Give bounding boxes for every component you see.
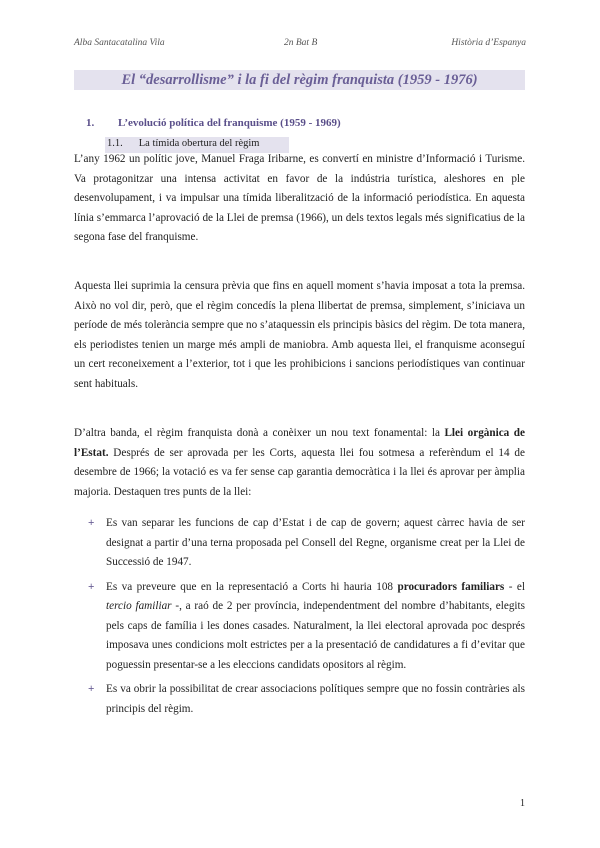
paragraph-3-text-a: D’altra banda, el règim franquista donà a conèixer un nou text fonamental: la (74, 427, 445, 439)
section-label: L’evolució política del franquisme (1959 - 1969) (118, 117, 341, 129)
header-author: Alba Santacatalina Vila (74, 38, 165, 48)
paragraph-3 (74, 424, 525, 502)
header-subject: Història d’Espanya (451, 38, 526, 48)
section-number: 1. (86, 117, 95, 129)
subsection-number: 1.1. (107, 138, 123, 149)
list-item-bold: procuradors familiars (397, 580, 505, 593)
paragraph-2: Aquesta llei suprimia la censura prèvia que fins en aquell moment s’havia imposat a tota la premsa. Això no vol dir, però, que el règim concedís la plena llibertat de premsa, simplement, s’iniciava un període de més tolerància sempre que no s’ataquessin els principis bàsics del règim. De tota manera, els periodistes tenien un marge més ampli de maniobra. Amb aquesta llei, el franquisme aconseguí un cert reconeixement a l’exterior, tot i que les prohibicions i sancions periodístiques van continuar sent habituals. (74, 280, 525, 390)
page-number: 1 (520, 798, 525, 809)
page-header (74, 38, 526, 52)
document-title: El “desarrollisme” i la fi del règim franquista (1959 - 1976) (121, 72, 478, 88)
list-item (88, 514, 525, 573)
list-item (88, 680, 525, 719)
list-item-text: Es va preveure que en la representació a Corts hi hauria 108 (106, 580, 398, 593)
list-item-text: Es van separar les funcions de cap d’Estat i de cap de govern; aquest càrrec havia de ser designat a partir d’una terna proposada pel Consell del Regne, organisme creat per la Llei de Successió de 1947. (106, 517, 525, 568)
plus-bullet-icon: + (88, 683, 95, 695)
paragraph-1: L’any 1962 un polític jove, Manuel Fraga Iribarne, es convertí en ministre d’Informació i Turisme. Va protagonitzar una intensa activitat en favor de la indústria turística, aleshores en ple desenvolupament, i va impulsar una tímida liberalització de la informació periodística. En aquesta línia s’emmarca l’aprovació de la Llei de premsa (1966), un dels textos legals més significatius de la segona fase del franquisme. (74, 153, 525, 243)
list-item-text: Es va obrir la possibilitat de crear associacions polítiques sempre que no fossin contràries als principis del règim. (106, 683, 525, 715)
header-course: 2n Bat B (284, 38, 318, 48)
list-item (88, 578, 526, 676)
paragraph-3-bold: Llei orgànica de l’Estat. (74, 427, 525, 459)
bullet-list (88, 514, 526, 724)
list-item-text: -, a raó de 2 per província, independentment del nombre d’habitants, elegits pels caps de família i les dones casades. Naturalment, la llei electoral aprovada poc després imposava unes condicions molt estrictes per a la presentació de candidatures a fi d’evitar que poguessin presentar-se a les eleccions candidats opositors al règim. (106, 600, 526, 671)
plus-bullet-icon: + (88, 517, 95, 529)
paragraph-3-text-b: Després de ser aprovada per les Corts, aquesta llei fou sotmesa a referèndum el 14 de desembre de 1966; la votació es va fer sense cap garantia democràtica i la llei és aprovar per àmplia majoria. Destaquen tres punts de la llei: (74, 446, 525, 498)
subsection-heading (107, 138, 259, 149)
list-item-italic: tercio familiar (106, 600, 172, 612)
list-item-text: - el (504, 580, 526, 593)
plus-bullet-icon: + (88, 580, 95, 593)
subsection-label: La tímida obertura del règim (138, 138, 260, 149)
